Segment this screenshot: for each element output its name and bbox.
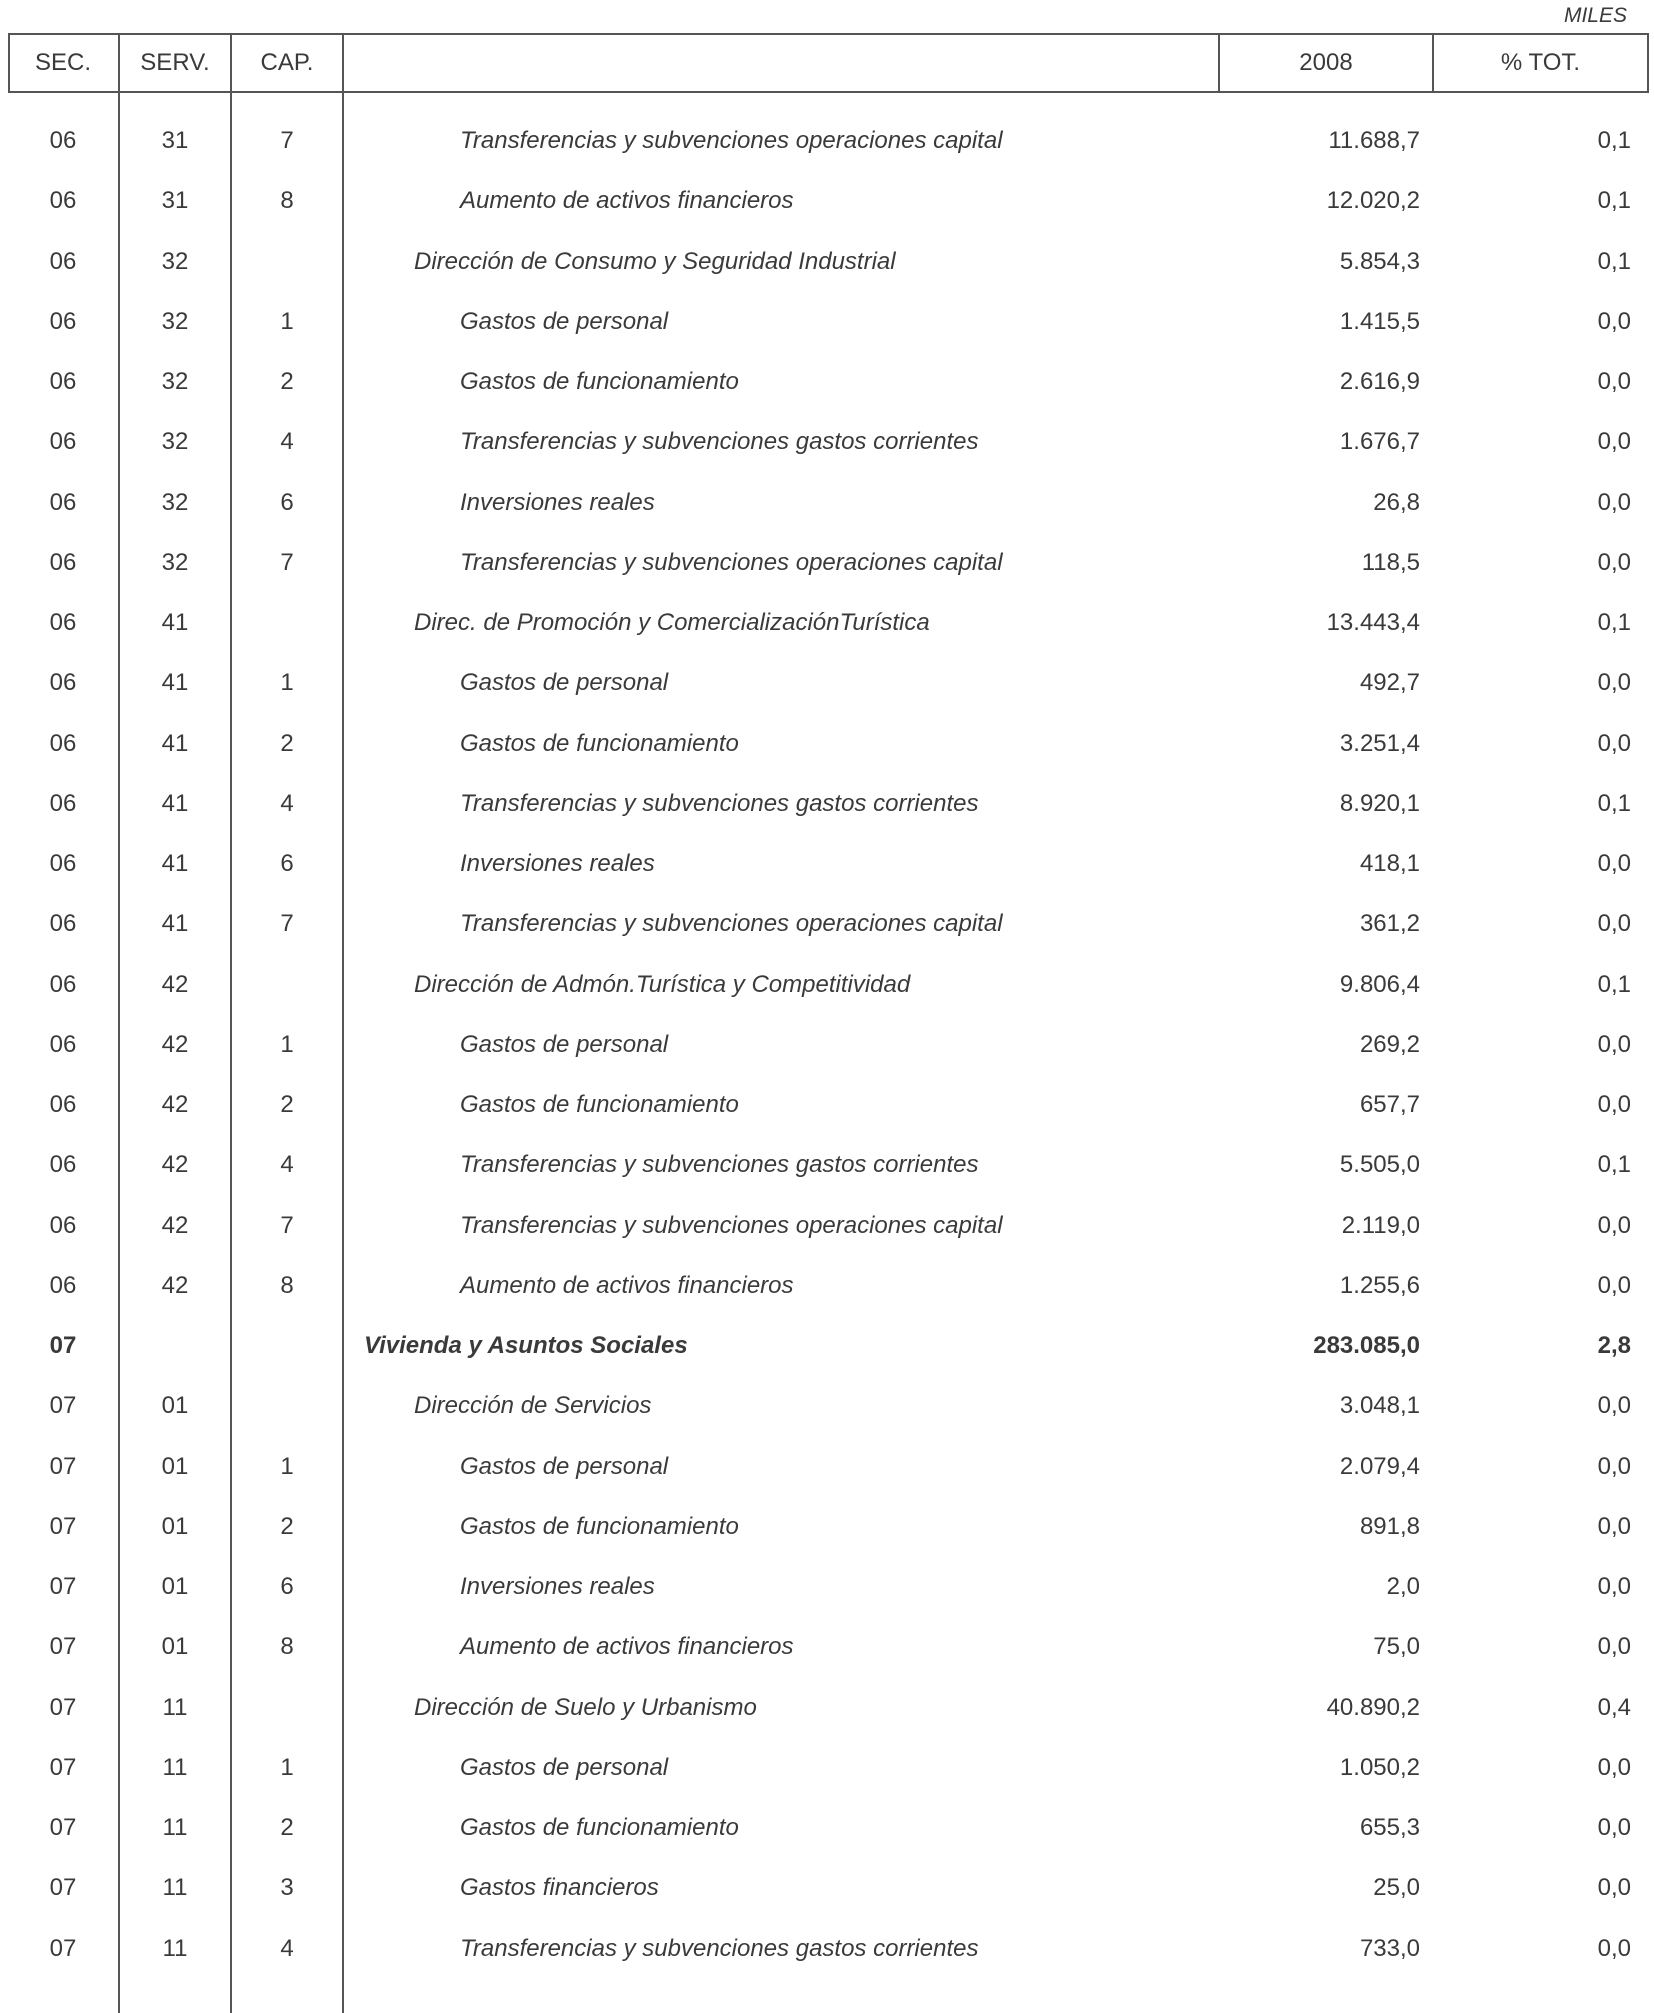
cell-serv: 42 [161,1211,189,1239]
cell-amount: 1.676,7 [1339,428,1420,456]
table-row [8,1497,1649,1557]
cell-percent: 0,0 [1597,428,1631,456]
cell-cap: 1 [280,1753,294,1781]
cell-serv: 41 [161,669,189,697]
cell-serv: 31 [161,187,189,215]
cell-serv: 11 [162,1753,188,1781]
cell-cap: 7 [280,910,294,938]
cell-percent: 0,4 [1597,1693,1631,1721]
table-row [8,774,1649,834]
cell-amount: 11.688,7 [1328,127,1420,154]
cell-amount: 2.616,9 [1339,368,1420,395]
cell-serv: 41 [161,789,189,817]
cell-amount: 5.505,0 [1339,1151,1420,1179]
cell-percent: 0,0 [1597,729,1631,757]
cell-sec: 07 [49,1512,77,1540]
cell-amount: 891,8 [1359,1512,1420,1540]
cell-percent: 0,0 [1597,307,1631,335]
cell-cap: 2 [280,368,294,395]
budget-table [8,33,1649,2013]
cell-percent: 0,0 [1597,669,1631,697]
table-row [8,533,1649,593]
cell-percent: 0,0 [1597,1934,1631,1962]
cell-amount: 75,0 [1373,1633,1420,1661]
cell-sec: 06 [49,609,77,636]
cell-cap: 4 [280,789,294,817]
cell-cap: 7 [280,127,294,154]
cell-description: Transferencias y subvenciones gastos corrientes [460,428,979,456]
cell-description: Transferencias y subvenciones operaciones capital [460,1211,1003,1239]
cell-amount: 13.443,4 [1326,609,1420,636]
cell-sec: 06 [49,970,77,998]
table-row [8,473,1649,533]
cell-amount: 657,7 [1359,1091,1420,1118]
table-row [8,894,1649,954]
cell-serv: 32 [161,307,189,335]
cell-sec: 06 [49,187,77,215]
cell-cap: 8 [280,1271,294,1299]
table-row [8,1316,1649,1376]
cell-description: Dirección de Servicios [414,1392,652,1420]
table-row [8,1858,1649,1918]
cell-serv: 32 [161,247,189,275]
cell-amount: 26,8 [1373,488,1420,516]
table-row [8,1196,1649,1256]
cell-amount: 655,3 [1359,1814,1420,1841]
cell-amount: 492,7 [1359,669,1420,697]
cell-sec: 07 [49,1633,77,1661]
cell-description: Gastos de personal [460,1452,669,1480]
cell-cap: 6 [280,850,294,877]
cell-sec: 07 [49,1452,77,1480]
cell-sec: 06 [49,669,77,697]
table-row [8,111,1649,171]
cell-cap: 8 [280,187,294,215]
cell-cap: 2 [280,1814,294,1841]
header-serv: SERV. [140,49,210,76]
cell-amount: 12.020,2 [1326,187,1420,215]
cell-description: Vivienda y Asuntos Sociales [364,1332,688,1359]
cell-description: Gastos de funcionamiento [460,1512,739,1540]
cell-amount: 733,0 [1359,1934,1420,1962]
cell-amount: 5.854,3 [1339,247,1420,275]
cell-description: Transferencias y subvenciones gastos corrientes [460,1151,979,1179]
cell-percent: 0,0 [1597,850,1631,877]
cell-sec: 06 [49,247,77,275]
cell-description: Gastos de funcionamiento [460,1091,739,1118]
cell-percent: 0,0 [1597,368,1631,395]
cell-sec: 07 [49,1392,77,1420]
cell-description: Gastos de personal [460,1753,669,1781]
cell-amount: 1.255,6 [1339,1271,1420,1299]
table-row [8,955,1649,1015]
cell-sec: 07 [49,1934,77,1962]
cell-description: Transferencias y subvenciones operaciones capital [460,910,1003,938]
cell-cap: 3 [280,1874,294,1902]
cell-sec: 06 [49,910,77,938]
cell-description: Dirección de Admón.Turística y Competitividad [414,970,911,998]
cell-cap: 2 [280,1091,294,1118]
cell-cap: 4 [280,428,294,456]
cell-amount: 1.050,2 [1339,1753,1420,1781]
cell-description: Aumento de activos financieros [460,187,794,215]
cell-cap: 1 [280,1452,294,1480]
cell-sec: 06 [49,1091,77,1118]
cell-cap: 4 [280,1934,294,1962]
cell-percent: 0,0 [1597,1573,1631,1600]
cell-description: Transferencias y subvenciones gastos corrientes [460,789,979,817]
cell-serv: 01 [161,1392,189,1420]
header-sec: SEC. [34,49,91,76]
cell-percent: 0,1 [1597,970,1631,998]
cell-percent: 0,1 [1597,127,1631,154]
cell-description: Gastos de funcionamiento [460,729,739,757]
cell-percent: 2,8 [1597,1332,1631,1359]
cell-percent: 0,0 [1597,548,1631,576]
cell-amount: 283.085,0 [1313,1332,1420,1359]
cell-description: Dirección de Suelo y Urbanismo [414,1693,757,1721]
cell-amount: 361,2 [1359,910,1420,938]
cell-sec: 07 [49,1814,77,1841]
header-description [344,33,1218,92]
cell-cap: 7 [280,1211,294,1239]
cell-sec: 06 [49,1151,77,1179]
cell-serv: 42 [161,1030,189,1058]
cell-percent: 0,0 [1597,1452,1631,1480]
cell-serv: 41 [161,609,189,636]
cell-sec: 06 [49,548,77,576]
cell-amount: 25,0 [1373,1874,1420,1902]
cell-sec: 06 [49,850,77,877]
cell-cap: 7 [280,548,294,576]
cell-amount: 2.119,0 [1341,1211,1420,1239]
table-row [8,1919,1649,1979]
cell-serv: 41 [161,910,189,938]
cell-amount: 2.079,4 [1339,1452,1420,1480]
cell-sec: 06 [49,1271,77,1299]
cell-serv: 42 [161,1151,189,1179]
cell-description: Transferencias y subvenciones gastos corrientes [460,1934,979,1962]
cell-amount: 3.251,4 [1339,729,1420,757]
cell-cap [232,593,342,653]
cell-percent: 0,0 [1597,488,1631,516]
header-pct: % TOT. [1500,49,1581,76]
cell-sec: 06 [49,1030,77,1058]
cell-cap: 1 [280,307,294,335]
cell-serv [120,1316,230,1376]
cell-serv: 32 [161,368,189,395]
cell-cap: 2 [280,729,294,757]
cell-serv: 11 [162,1693,188,1721]
cell-description: Gastos de personal [460,669,669,697]
cell-percent: 0,0 [1597,1814,1631,1841]
cell-serv: 42 [161,1091,189,1118]
cell-amount: 3.048,1 [1339,1392,1420,1420]
cell-serv: 42 [161,1271,189,1299]
cell-percent: 0,0 [1597,1030,1631,1058]
cell-serv: 01 [161,1452,189,1480]
cell-serv: 31 [161,127,189,154]
cell-serv: 11 [162,1874,188,1902]
cell-percent: 0,0 [1597,1753,1631,1781]
cell-serv: 11 [162,1814,188,1841]
cell-amount: 418,1 [1359,850,1420,877]
cell-serv: 32 [161,428,189,456]
cell-cap [232,1376,342,1436]
cell-description: Direc. de Promoción y ComercializaciónTurística [414,609,930,636]
table-header [8,33,1649,92]
cell-sec: 07 [49,1332,77,1359]
cell-percent: 0,0 [1597,1512,1631,1540]
cell-amount: 40.890,2 [1326,1693,1420,1721]
cell-amount: 9.806,4 [1339,970,1420,998]
units-label: MILES [1563,4,1627,27]
cell-sec: 06 [49,428,77,456]
cell-serv: 01 [161,1512,189,1540]
cell-percent: 0,1 [1597,609,1631,636]
table-row [8,1376,1649,1436]
cell-serv: 01 [161,1573,189,1600]
header-cap: CAP. [260,49,314,76]
cell-sec: 07 [49,1693,77,1721]
cell-amount: 2,0 [1386,1573,1420,1600]
cell-cap [232,1316,342,1376]
cell-cap [232,1678,342,1738]
cell-amount: 118,5 [1361,548,1420,576]
cell-description: Dirección de Consumo y Seguridad Industrial [414,247,896,275]
cell-percent: 0,1 [1597,1151,1631,1179]
table-row [8,412,1649,472]
cell-sec: 07 [49,1753,77,1781]
cell-serv: 11 [162,1934,188,1962]
table-row [8,1798,1649,1858]
table-row [8,232,1649,292]
cell-amount: 8.920,1 [1339,789,1420,817]
cell-sec: 07 [49,1573,77,1600]
cell-cap [232,232,342,292]
cell-sec: 07 [49,1874,77,1902]
cell-serv: 32 [161,548,189,576]
cell-cap: 6 [280,1573,294,1600]
cell-cap: 2 [280,1512,294,1540]
cell-cap: 1 [280,669,294,697]
table-row [8,653,1649,713]
cell-cap: 6 [280,488,294,516]
cell-serv: 41 [161,729,189,757]
cell-description: Inversiones reales [460,1573,655,1600]
table-row [8,1437,1649,1497]
cell-description: Aumento de activos financieros [460,1271,794,1299]
cell-sec: 06 [49,789,77,817]
table-row [8,1617,1649,1677]
table-row [8,352,1649,412]
table-row [8,714,1649,774]
cell-description: Transferencias y subvenciones operaciones capital [460,127,1003,154]
header-year: 2008 [1299,49,1353,76]
cell-percent: 0,0 [1597,1211,1631,1239]
cell-serv: 41 [161,850,189,877]
table-row [8,1256,1649,1316]
cell-cap: 8 [280,1633,294,1661]
cell-sec: 06 [49,127,77,154]
cell-amount: 269,2 [1359,1030,1420,1058]
cell-serv: 01 [161,1633,189,1661]
cell-description: Gastos de personal [460,307,669,335]
cell-cap: 4 [280,1151,294,1179]
table-row [8,1075,1649,1135]
table-row [8,1015,1649,1075]
cell-amount: 1.415,5 [1339,307,1420,335]
cell-sec: 06 [49,1211,77,1239]
cell-description: Gastos de funcionamiento [460,368,739,395]
table-row [8,1135,1649,1195]
table-row [8,1557,1649,1617]
cell-description: Inversiones reales [460,850,655,877]
cell-sec: 06 [49,307,77,335]
cell-serv: 32 [161,488,189,516]
cell-cap [232,955,342,1015]
cell-description: Gastos de funcionamiento [460,1814,739,1841]
table-row [8,1678,1649,1738]
table-row [8,1738,1649,1798]
cell-percent: 0,0 [1597,1091,1631,1118]
cell-percent: 0,0 [1597,1633,1631,1661]
cell-percent: 0,0 [1597,1392,1631,1420]
table-row [8,593,1649,653]
cell-percent: 0,1 [1597,187,1631,215]
cell-description: Gastos de personal [460,1030,669,1058]
table-row [8,834,1649,894]
cell-percent: 0,0 [1597,910,1631,938]
cell-description: Inversiones reales [460,488,655,516]
cell-description: Aumento de activos financieros [460,1633,794,1661]
cell-description: Transferencias y subvenciones operaciones capital [460,548,1003,576]
cell-serv: 42 [161,970,189,998]
cell-sec: 06 [49,729,77,757]
cell-sec: 06 [49,488,77,516]
cell-sec: 06 [49,368,77,395]
table-row [8,171,1649,231]
table-row [8,292,1649,352]
cell-percent: 0,1 [1597,789,1631,817]
cell-percent: 0,0 [1597,1271,1631,1299]
cell-cap: 1 [280,1030,294,1058]
cell-percent: 0,0 [1597,1874,1631,1902]
cell-percent: 0,1 [1597,247,1631,275]
cell-description: Gastos financieros [460,1874,659,1902]
